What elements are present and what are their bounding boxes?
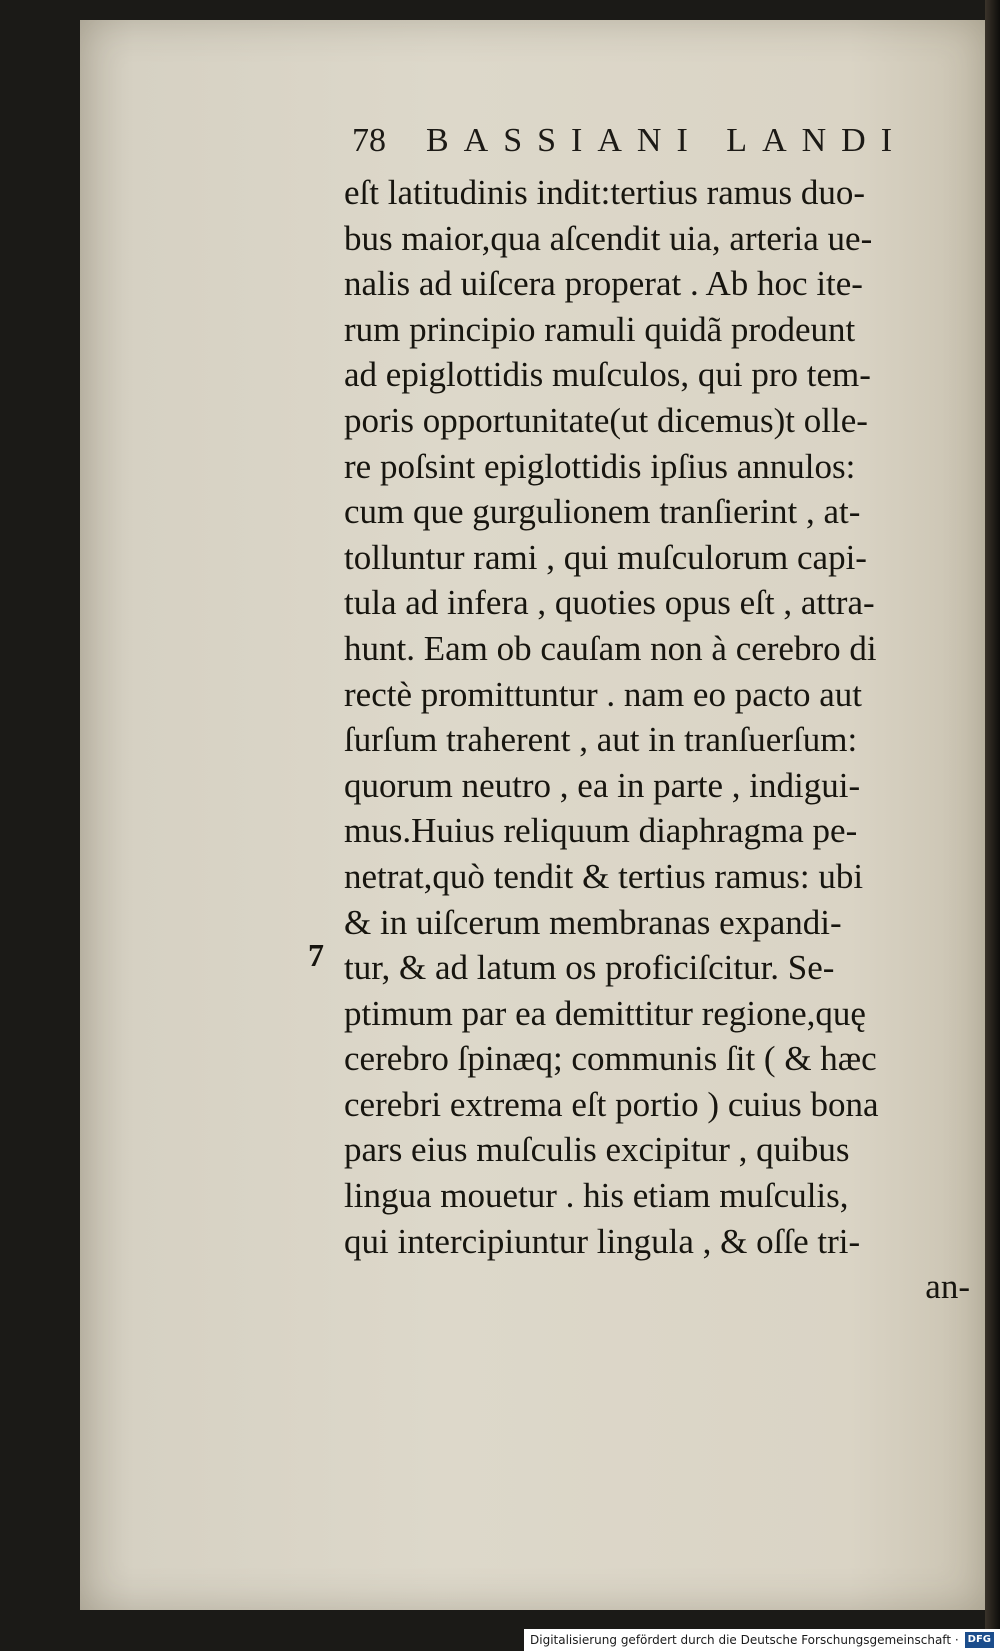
text-line: tolluntur rami , qui muſculorum capi- bbox=[344, 537, 867, 577]
page-number: 78 bbox=[352, 122, 386, 159]
text-line: cerebri extrema eſt portio ) cuius bona bbox=[344, 1084, 879, 1124]
text-line: rum principio ramuli quidã prodeunt bbox=[344, 309, 856, 349]
text-line: hunt. Eam ob cauſam non à cerebro di bbox=[344, 628, 877, 668]
text-line: tula ad infera , quoties opus eſt , attra- bbox=[344, 583, 875, 623]
digitization-footer bbox=[524, 1629, 1000, 1651]
text-line: & in uiſcerum membranas expandi- bbox=[344, 902, 842, 942]
text-line: re poſsint epiglottidis ipſius annulos: bbox=[344, 446, 856, 486]
text-line: ad epiglottidis muſculos, qui pro tem- bbox=[344, 355, 871, 395]
text-line: mus.Huius reliquum diaphragma pe- bbox=[344, 811, 858, 851]
text-line: bus maior,qua aſcendit uia, arteria ue- bbox=[344, 218, 873, 258]
text-block bbox=[344, 170, 984, 1310]
text-line: quorum neutro , ea in parte , indigui- bbox=[344, 765, 861, 805]
text-line: pars eius muſculis excipitur , quibus bbox=[344, 1130, 850, 1170]
text-line: netrat,quò tendit & tertius ramus: ubi bbox=[344, 856, 864, 896]
text-line: nalis ad uiſcera properat . Ab hoc ite- bbox=[344, 264, 863, 304]
text-line: rectè promittuntur . nam eo pacto aut bbox=[344, 674, 863, 714]
text-line: cum que gurgulionem tranſierint , at- bbox=[344, 492, 861, 532]
book-spine-edge bbox=[985, 0, 1000, 1651]
text-line: ſurſum traherent , aut in tranſuerſum: bbox=[344, 720, 858, 760]
text-line: qui intercipiuntur lingula , & oſſe tri- bbox=[344, 1221, 861, 1261]
dfg-logo: DFG bbox=[965, 1632, 994, 1648]
footer-text: Digitalisierung gefördert durch die Deutsche Forschungsgemeinschaft · bbox=[530, 1633, 959, 1647]
text-line: tur, & ad latum os proficiſcitur. Se- bbox=[344, 948, 835, 988]
text-line: poris opportunitate(ut dicemus)t olle- bbox=[344, 400, 868, 440]
running-title: BASSIANI LANDI bbox=[426, 122, 908, 159]
text-line: eſt latitudinis indit:tertius ramus duo- bbox=[344, 173, 866, 212]
running-header bbox=[352, 122, 992, 160]
text-line: ptimum par ea demittitur regione,quę bbox=[344, 993, 866, 1033]
text-line: lingua mouetur . his etiam muſculis, bbox=[344, 1176, 849, 1216]
margin-note: 7 bbox=[308, 937, 324, 973]
text-line: an- bbox=[925, 1267, 970, 1307]
text-line: cerebro ſpinæq; communis ſit ( & hæc bbox=[344, 1039, 877, 1079]
